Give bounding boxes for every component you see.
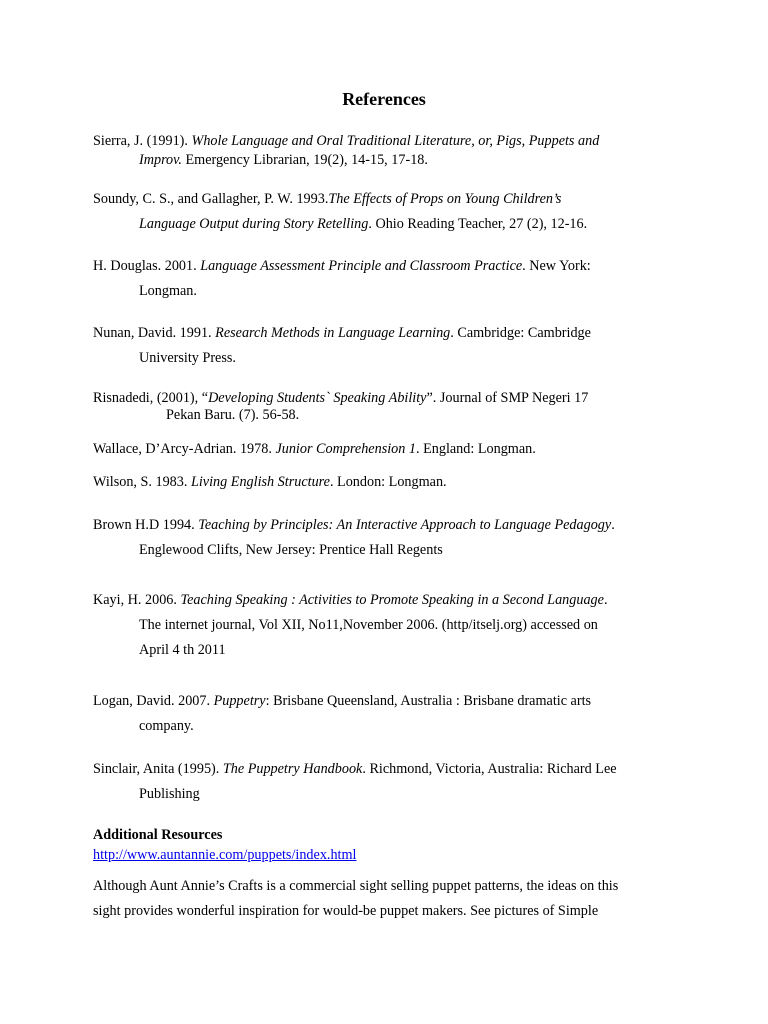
reference-title: The Puppetry Handbook bbox=[222, 761, 363, 777]
reference-line bbox=[93, 132, 673, 151]
page-title: References bbox=[342, 89, 426, 109]
reference-text: . bbox=[611, 517, 615, 533]
reference-text: April 4 th 2011 bbox=[139, 642, 226, 658]
reference-line bbox=[93, 187, 673, 212]
reference-text: . Cambridge: Cambridge bbox=[450, 325, 591, 341]
reference-line bbox=[93, 473, 673, 492]
reference-text: Wallace, D’Arcy-Adrian. 1978. bbox=[93, 441, 276, 457]
reference-text: H. Douglas. 2001. bbox=[93, 258, 201, 274]
reference-text: Risnadedi, (2001), “ bbox=[93, 390, 209, 406]
reference-title: Developing Students` Speaking Ability bbox=[208, 390, 427, 406]
reference-entry bbox=[93, 321, 673, 371]
reference-title: Whole Language and Oral Traditional Literature, or, Pigs, Puppets and bbox=[191, 133, 600, 149]
reference-line bbox=[93, 513, 673, 538]
reference-text: Logan, David. 2007. bbox=[93, 693, 214, 709]
reference-line bbox=[93, 714, 673, 739]
reference-text: Nunan, David. 1991. bbox=[93, 325, 216, 341]
reference-line bbox=[93, 538, 673, 563]
reference-title: Research Methods in Language Learning bbox=[215, 325, 451, 341]
paragraph-line: sight provides wonderful inspiration for would-be puppet makers. See pictures of Simple bbox=[93, 903, 599, 919]
reference-text: . New York: bbox=[522, 258, 591, 274]
reference-text: Emergency Librarian, 19(2), 14-15, 17-18. bbox=[181, 152, 428, 168]
reference-title: Puppetry bbox=[213, 693, 266, 709]
reference-text: Longman. bbox=[139, 283, 197, 299]
reference-text: Publishing bbox=[139, 786, 200, 802]
reference-entry bbox=[93, 132, 673, 170]
reference-line bbox=[93, 254, 673, 279]
reference-text: Sinclair, Anita (1995). bbox=[93, 761, 223, 777]
reference-entry bbox=[93, 254, 673, 304]
reference-text: : Brisbane Queensland, Australia : Brisbane dramatic arts bbox=[265, 693, 592, 709]
reference-line bbox=[93, 346, 673, 371]
reference-text: Wilson, S. 1983. bbox=[93, 474, 191, 490]
reference-text: . England: Longman. bbox=[416, 441, 536, 457]
reference-text: Brown H.D 1994. bbox=[93, 517, 199, 533]
additional-resources-section bbox=[93, 825, 683, 865]
reference-text: company. bbox=[139, 718, 194, 734]
reference-text: Soundy, C. S., and Gallagher, P. W. 1993. bbox=[93, 191, 329, 207]
reference-title: Language Assessment Principle and Classroom Practice bbox=[200, 258, 523, 274]
resource-link[interactable]: http://www.auntannie.com/puppets/index.html bbox=[93, 847, 357, 863]
reference-text: . bbox=[603, 592, 608, 608]
reference-line bbox=[93, 757, 673, 782]
reference-entry bbox=[93, 588, 673, 663]
reference-line bbox=[93, 279, 673, 304]
reference-title: Teaching by Principles: An Interactive Approach to Language Pedagogy bbox=[198, 517, 612, 533]
reference-title: Junior Comprehension 1 bbox=[275, 441, 416, 457]
reference-text: Englewood Clifts, New Jersey: Prentice Hall Regents bbox=[139, 542, 443, 558]
reference-line bbox=[93, 588, 673, 613]
reference-line bbox=[93, 689, 673, 714]
reference-text: . Richmond, Victoria, Australia: Richard Lee bbox=[362, 761, 617, 777]
reference-line bbox=[93, 151, 673, 170]
reference-title: Improv. bbox=[139, 152, 182, 168]
reference-entry bbox=[93, 513, 673, 563]
section-heading: Additional Resources bbox=[93, 827, 223, 843]
reference-entry bbox=[93, 390, 673, 424]
reference-text: . London: Longman. bbox=[329, 474, 447, 490]
reference-line bbox=[93, 212, 673, 237]
reference-text: Pekan Baru. (7). 56-58. bbox=[166, 407, 300, 423]
reference-title: Language Output during Story Retelling bbox=[139, 216, 369, 232]
reference-line bbox=[93, 321, 673, 346]
reference-entry bbox=[93, 440, 673, 459]
reference-line bbox=[93, 440, 673, 459]
reference-title: The Effects of Props on Young Children’s bbox=[328, 191, 562, 207]
reference-entry bbox=[93, 473, 673, 492]
reference-line bbox=[93, 638, 673, 663]
reference-text: ”. Journal of SMP Negeri 17 bbox=[426, 390, 589, 406]
reference-entry bbox=[93, 757, 673, 807]
reference-line bbox=[93, 782, 673, 807]
resource-description bbox=[93, 874, 683, 924]
reference-entry bbox=[93, 689, 673, 739]
reference-title: Living English Structure bbox=[190, 474, 330, 490]
reference-text: Kayi, H. 2006. bbox=[93, 592, 181, 608]
reference-text: Sierra, J. (1991). bbox=[93, 133, 192, 149]
reference-text: The internet journal, Vol XII, No11,November 2006. (http/itselj.org) accessed on bbox=[139, 617, 598, 633]
reference-title: Teaching Speaking : Activities to Promote Speaking in a Second Language bbox=[180, 592, 604, 608]
reference-line bbox=[93, 390, 673, 407]
reference-text: . Ohio Reading Teacher, 27 (2), 12-16. bbox=[368, 216, 588, 232]
paragraph-line: Although Aunt Annie’s Crafts is a commercial sight selling puppet patterns, the ideas on this bbox=[93, 878, 619, 894]
reference-text: University Press. bbox=[139, 350, 236, 366]
reference-line bbox=[93, 407, 673, 424]
reference-line bbox=[93, 613, 673, 638]
reference-entry bbox=[93, 187, 673, 237]
